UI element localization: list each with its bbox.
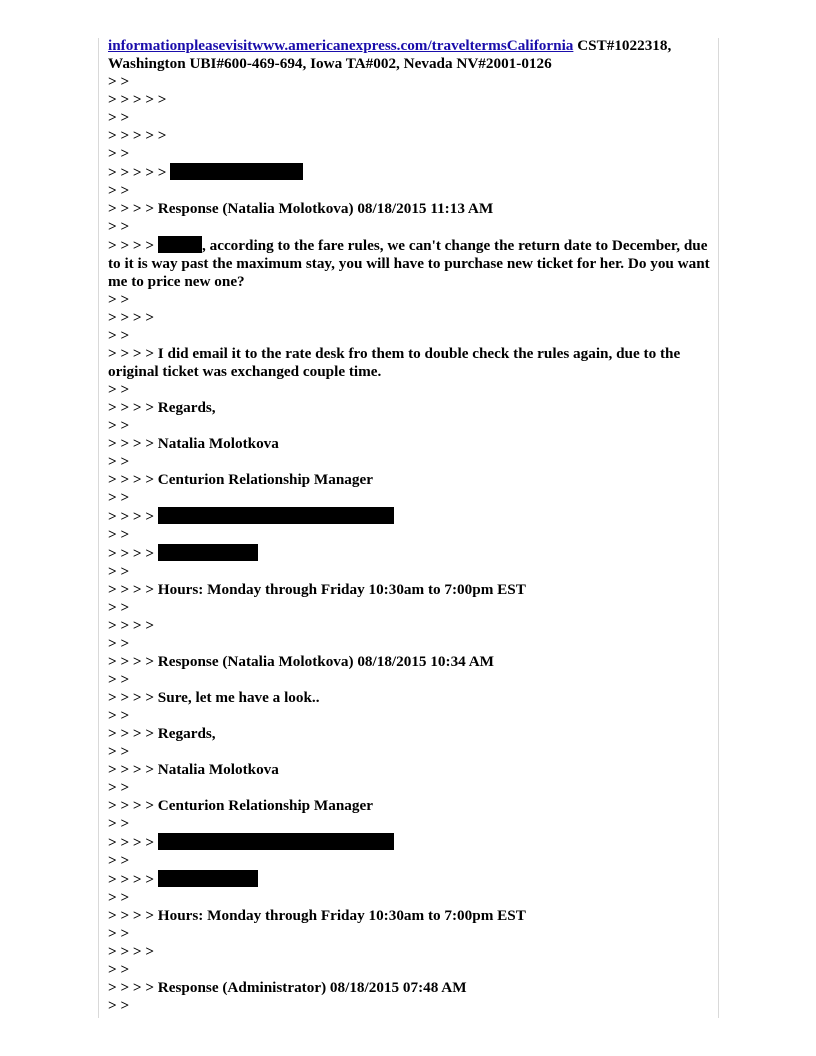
response-3-header: > > > > Response (Administrator) 08/18/2015 07:48 AM (108, 979, 467, 996)
quote-prefix: > > > > (108, 871, 155, 888)
quote-line-redacted (108, 163, 712, 182)
quote-line: > > (108, 815, 130, 832)
response-1-header: > > > > Response (Natalia Molotkova) 08/18/2015 11:13 AM (108, 200, 494, 217)
quote-line: > > > > (108, 617, 155, 634)
response-2-paragraph: > > > > Sure, let me have a look.. (108, 689, 320, 706)
quote-line: > > (108, 417, 130, 434)
quote-line: > > (108, 182, 130, 199)
quote-line: > > (108, 635, 130, 652)
signature-hours: > > > > Hours: Monday through Friday 10:30am to 7:00pm EST (108, 581, 526, 598)
quote-line: > > (108, 925, 130, 942)
quote-line: > > (108, 327, 130, 344)
quote-line: > > (108, 563, 130, 580)
header-line-1 (108, 37, 712, 55)
signature-title: > > > > Centurion Relationship Manager (108, 471, 373, 488)
signature-title: > > > > Centurion Relationship Manager (108, 797, 373, 814)
quote-line: > > (108, 145, 130, 162)
quote-line: > > (108, 961, 130, 978)
travel-terms-link[interactable]: informationpleasevisitwww.americanexpress.com/traveltermsCalifornia (108, 37, 574, 54)
response-2-header: > > > > Response (Natalia Molotkova) 08/18/2015 10:34 AM (108, 653, 495, 670)
quote-line: > > > > > (108, 91, 167, 108)
page-left-border (98, 38, 99, 1018)
quote-line: > > (108, 526, 130, 543)
header-license-text: CST#1022318, (573, 37, 672, 54)
quote-prefix: > > > > (108, 237, 155, 254)
response-1-paragraph (108, 236, 712, 291)
quote-line: > > (108, 889, 130, 906)
quote-prefix: > > > > > (108, 164, 167, 181)
response-1-text: , according to the fare rules, we can't change the return date to December, due to it is way past the maximum stay, you will have to purchase new ticket for her. Do you want me to price new one? (108, 237, 714, 290)
quote-line: > > (108, 73, 130, 90)
header-line-2: Washington UBI#600-469-694, Iowa TA#002, Nevada NV#2001-0126 (108, 55, 552, 72)
signature-regards: > > > > Regards, (108, 725, 216, 742)
quote-line: > > (108, 453, 130, 470)
signature-redacted-line (108, 544, 712, 563)
page-right-border (718, 38, 719, 1018)
redaction-block (158, 507, 394, 524)
quote-line: > > > > (108, 943, 155, 960)
quote-prefix: > > > > (108, 834, 155, 851)
signature-redacted-line (108, 870, 712, 889)
redaction-block (158, 833, 394, 850)
quote-prefix: > > > > (108, 508, 155, 525)
quote-line: > > (108, 779, 130, 796)
signature-regards: > > > > Regards, (108, 399, 216, 416)
quote-prefix: > > > > (108, 545, 155, 562)
quote-line: > > (108, 599, 130, 616)
quote-line: > > (108, 852, 130, 869)
quote-line: > > (108, 671, 130, 688)
quote-line: > > (108, 291, 130, 308)
quote-line: > > (108, 218, 130, 235)
signature-redacted-line (108, 833, 712, 852)
signature-name: > > > > Natalia Molotkova (108, 761, 279, 778)
quote-line: > > (108, 109, 130, 126)
response-1-paragraph-2: > > > > I did email it to the rate desk fro them to double check the rules again, due to the original ticket was exchanged couple time. (108, 345, 684, 380)
signature-redacted-line (108, 507, 712, 526)
redaction-block (170, 163, 303, 180)
quote-line: > > (108, 381, 130, 398)
quote-line: > > (108, 707, 130, 724)
quote-line: > > > > > (108, 127, 167, 144)
redaction-block (158, 544, 258, 561)
quote-line: > > (108, 489, 130, 506)
email-thread-body (108, 37, 712, 1015)
redaction-block (158, 870, 258, 887)
signature-name: > > > > Natalia Molotkova (108, 435, 279, 452)
signature-hours: > > > > Hours: Monday through Friday 10:30am to 7:00pm EST (108, 907, 526, 924)
quote-line: > > > > (108, 309, 155, 326)
redaction-block (158, 236, 202, 253)
quote-line: > > (108, 997, 130, 1014)
quote-line: > > (108, 743, 130, 760)
